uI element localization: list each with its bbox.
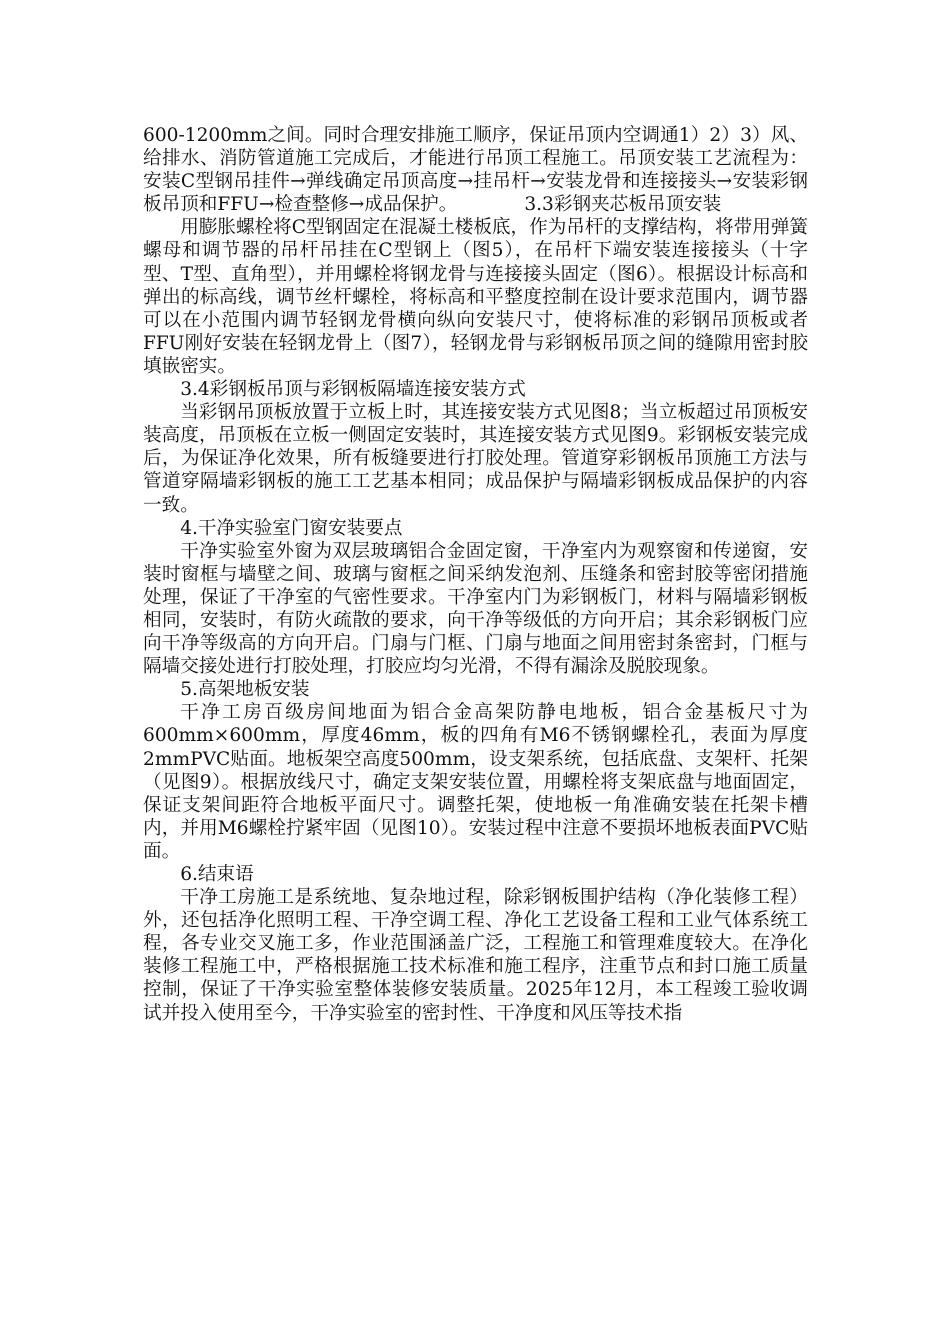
paragraph-doors-windows: 干净实验室外窗为双层玻璃铝合金固定窗，干净室内为观察窗和传递窗，安装时窗框与墙壁之间、玻璃与窗框之间采纳发泡剂、压缝条和密封胶等密闭措施处理，保证了干净室的气密性要求。干净室内门为彩钢板门，材料与隔墙彩钢板相同，安装时，有防火疏散的要求，向干净等级低的方向开启；其余彩钢板门应向干净等级高的方向开启。门扇与门框、门扇与地面之间用密封条密封，门框与隔墙交接处进行打胶处理，打胶应均匀光滑，不得有漏涂及脱胶现象。: [143, 540, 808, 678]
paragraph-ceiling-install: 用膨胀螺栓将C型钢固定在混凝土楼板底，作为吊杆的支撑结构，将带用弹簧螺母和调节器的吊杆吊挂在C型钢上（图5），在吊杆下端安装连接接头（十字型、T型、直角型），并用螺栓将钢龙骨与连接接头固定（图6）。根据设计标高和弹出的标高线，调节丝杆螺栓，将标高和平整度控制在设计要求范围内，调节器可以在小范围内调节轻钢龙骨横向纵向安装尺寸，使将标准的彩钢吊顶板或者FFU刚好安装在轻钢龙骨上（图7），轻钢龙骨与彩钢板吊顶之间的缝隙用密封胶填嵌密实。: [143, 217, 809, 377]
paragraph-conclusion: 干净工房施工是系统地、复杂地过程，除彩钢板围护结构（净化装修工程）外，还包括净化照明工程、干净空调工程、净化工艺设备工程和工业气体系统工程，各专业交叉施工多，作业范围涵盖广泛，工程施工和管理难度较大。在净化装修工程施工中，严格根据施工技术标准和施工程序，注重节点和封口施工质量控制，保证了干净实验室整体装修安装质量。2025年12月，本工程竣工验收调试并投入使用至今，干净实验室的密封性、干净度和风压等技术指: [143, 887, 808, 1024]
section-heading-4: 4.干净实验室门窗安装要点: [180, 517, 403, 539]
intro-text: 600-1200mm之间。同时合理安排施工顺序，保证吊顶内空调通1）2）3）风、给排水、消防管道施工完成后，才能进行吊顶工程施工。吊顶安装工艺流程为：安装C型钢吊挂件→弹线确定吊顶高度→挂吊杆→安装龙骨和连接接头→安装彩钢板吊顶和FFU→检查整修→成品保护。: [143, 125, 808, 216]
paragraph-raised-floor: 干净工房百级房间地面为铝合金高架防静电地板，铝合金基板尺寸为600mm×600mm，厚度46mm，板的四角有M6不锈钢螺栓孔，表面为厚度2mmPVC贴面。地板架空高度500mm，设支架系统，包括底盘、支架杆、托架（见图9）。根据放线尺寸，确定支架安装位置，用螺栓将支架底盘与地面固定，保证支架间距符合地板平面尺寸。调整托架，使地板一角准确安装在托架卡槽内，并用M6螺栓拧紧牢固（见图10）。安装过程中注意不要损坏地板表面PVC贴面。: [143, 702, 808, 862]
section-heading-3-4: 3.4彩钢板吊顶与彩钢板隔墙连接安装方式: [180, 379, 526, 401]
section-heading-3-3: 3.3彩钢夹芯板吊顶安装: [524, 194, 722, 216]
paragraph-ceiling-wall-connection: 当彩钢吊顶板放置于立板上时，其连接安装方式见图8；当立板超过吊顶板安装高度，吊顶板在立板一侧固定安装时，其连接安装方式见图9。彩钢板安装完成后，为保证净化效果，所有板缝要进行打胶处理。管道穿彩钢板吊顶施工方法与管道穿隔墙彩钢板的施工工艺基本相同；成品保护与隔墙彩钢板成品保护的内容一致。: [143, 402, 808, 516]
document-body: [143, 124, 808, 1025]
intro-paragraph: [143, 124, 808, 216]
section-heading-6: 6.结束语: [180, 864, 254, 885]
section-heading-5: 5.高架地板安装: [180, 679, 310, 701]
